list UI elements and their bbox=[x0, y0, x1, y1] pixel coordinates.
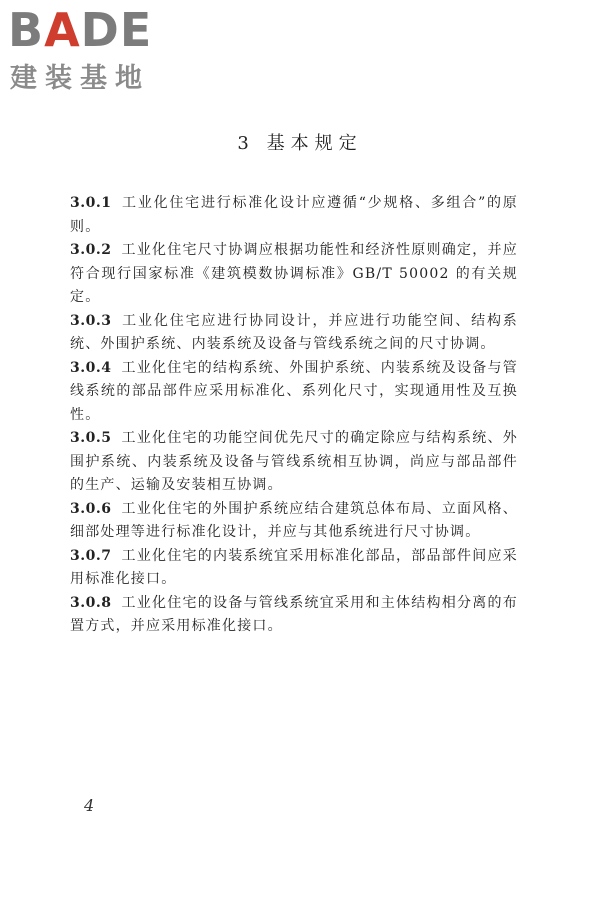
clause-text: 工业化住宅的内装系统宜采用标准化部品，部品部件间应采用标准化接口。 bbox=[70, 547, 518, 587]
clause-text: 工业化住宅尺寸协调应根据功能性和经济性原则确定，并应符合现行国家标准《建筑模数协调标准》GB/T 50002 的有关规定。 bbox=[70, 242, 518, 305]
logo-letter-b: B bbox=[8, 3, 45, 57]
clause-number: 3.0.7 bbox=[70, 547, 112, 564]
clause-number: 3.0.1 bbox=[70, 195, 112, 211]
chapter-title: 3 基本规定 bbox=[237, 133, 363, 154]
brand-logo bbox=[8, 3, 178, 96]
clause-text: 工业化住宅进行标准化设计应遵循“少规格、多组合”的原则。 bbox=[70, 195, 518, 235]
clause-text: 工业化住宅的功能空间优先尺寸的确定除应与结构系统、外围护系统、内装系统及设备与管线系统相互协调，尚应与部品部件的生产、运输及安装相互协调。 bbox=[70, 430, 518, 493]
logo-letters-de: DE bbox=[80, 3, 153, 57]
clause-item bbox=[70, 498, 518, 545]
clause-number: 3.0.4 bbox=[70, 359, 112, 376]
page-number: 4 bbox=[84, 796, 95, 815]
clause-item bbox=[70, 310, 518, 357]
clause-number: 3.0.8 bbox=[70, 594, 112, 611]
logo-letter-a: A bbox=[44, 3, 81, 57]
clause-item bbox=[70, 192, 518, 239]
clause-text: 工业化住宅的设备与管线系统宜采用和主体结构相分离的布置方式，并应采用标准化接口。 bbox=[70, 594, 518, 634]
clause-item bbox=[70, 427, 518, 498]
clause-number: 3.0.3 bbox=[70, 312, 112, 329]
logo-tagline: 建装基地 bbox=[10, 63, 150, 94]
clause-item bbox=[70, 592, 518, 639]
clause-text: 工业化住宅的外围护系统应结合建筑总体布局、立面风格、细部处理等进行标准化设计，并应与其他系统进行尺寸协调。 bbox=[70, 500, 518, 540]
clause-text: 工业化住宅的结构系统、外围护系统、内装系统及设备与管线系统的部品部件应采用标准化、系列化尺寸，实现通用性及互换性。 bbox=[70, 359, 518, 423]
clause-number: 3.0.6 bbox=[70, 500, 112, 517]
clause-text: 工业化住宅应进行协同设计，并应进行功能空间、结构系统、外围护系统、内装系统及设备与管线系统之间的尺寸协调。 bbox=[70, 312, 518, 352]
clause-item bbox=[70, 239, 518, 310]
clause-item bbox=[70, 545, 518, 592]
clause-list bbox=[70, 192, 518, 639]
logo-wordmark bbox=[8, 3, 153, 57]
clause-item bbox=[70, 357, 518, 428]
clause-number: 3.0.2 bbox=[70, 242, 112, 258]
clause-number: 3.0.5 bbox=[70, 430, 112, 446]
